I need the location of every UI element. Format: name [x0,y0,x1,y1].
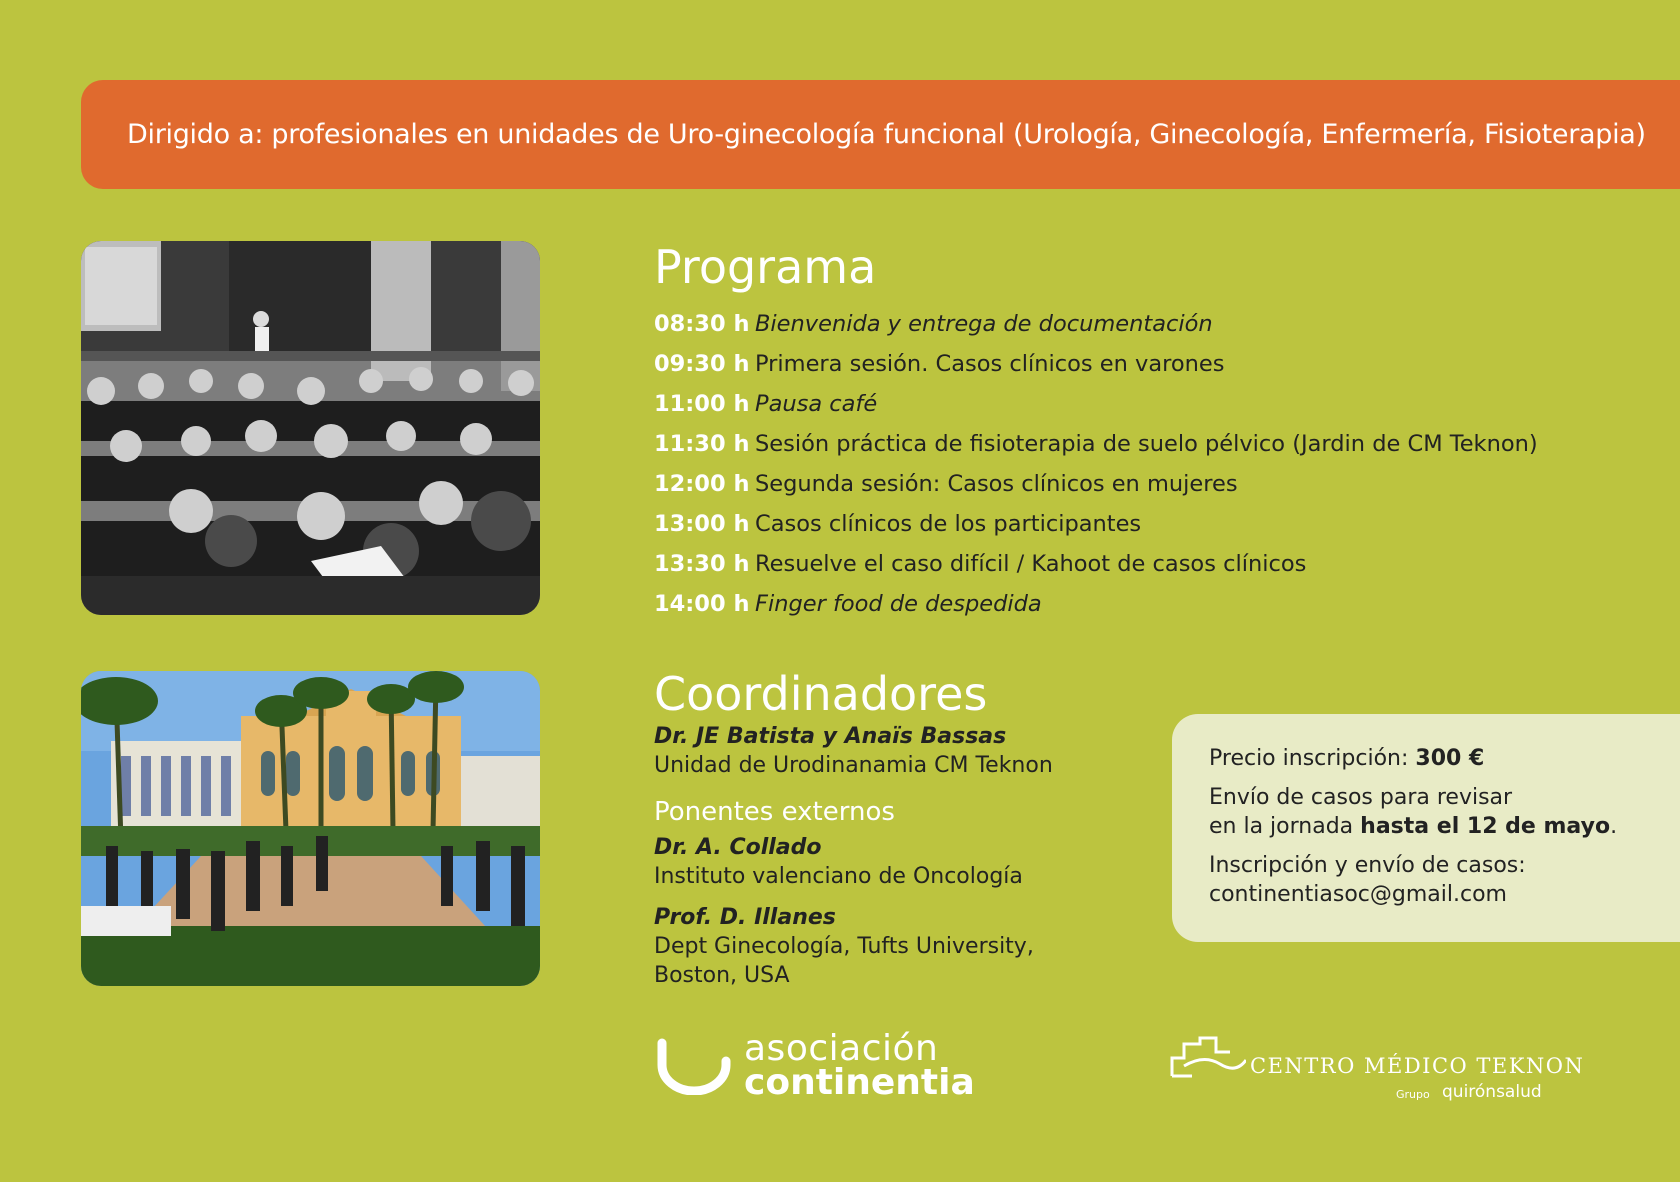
agenda-item [654,344,1538,384]
agenda-time: 12:00 h [654,471,750,497]
agenda-desc: Bienvenida y entrega de documentación [755,311,1213,337]
agenda-desc: Resuelve el caso difícil / Kahoot de casos clínicos [755,551,1307,577]
contact-email[interactable]: continentiasoc@gmail.com [1209,882,1507,907]
conference-audience-photo [81,241,540,615]
teknon-name: CENTRO MÉDICO TEKNON [1250,1054,1585,1078]
coordinadores-affiliation: Unidad de Urodinanamia CM Teknon [654,753,1053,778]
envio-line2-pre: en la jornada [1209,814,1361,839]
agenda-time: 13:30 h [654,551,750,577]
agenda-desc: Pausa café [755,391,878,417]
continentia-u-icon [654,1037,734,1095]
inscripcion-text [1209,851,1680,909]
ponentes-title: Ponentes externos [654,797,895,827]
audience-text: Dirigido a: profesionales en unidades de Uro-ginecología funcional (Urología, Ginecología, Enfermería, Fisioterapia) [127,119,1646,150]
agenda-list [654,304,1538,624]
asoc-line2: continentia [744,1062,975,1103]
agenda-desc: Finger food de despedida [755,591,1042,617]
quironsalud-brand: quirónsalud [1442,1082,1542,1102]
agenda-desc: Casos clínicos de los participantes [755,511,1142,537]
agenda-desc: Segunda sesión: Casos clínicos en mujeres [755,471,1238,497]
agenda-item [654,464,1538,504]
price-line [1209,744,1680,773]
teknon-building-photo [81,671,540,986]
asociacion-continentia-logo [654,1028,975,1103]
ponente-2-affiliation-line2: Boston, USA [654,963,790,988]
agenda-time: 08:30 h [654,311,750,337]
agenda-item [654,424,1538,464]
agenda-time: 13:00 h [654,511,750,537]
coordinadores-name: Dr. JE Batista y Anaïs Bassas [654,724,1007,749]
programa-title: Programa [654,240,877,294]
teknon-group-label: Grupo [1396,1088,1430,1101]
ponente-1-affiliation: Instituto valenciano de Oncología [654,864,1023,889]
agenda-time: 09:30 h [654,351,750,377]
audience-banner [81,80,1680,189]
agenda-item [654,584,1538,624]
agenda-item [654,544,1538,584]
agenda-time: 14:00 h [654,591,750,617]
people-section [654,722,1053,990]
envio-line1: Envío de casos para revisar [1209,785,1513,810]
ponente-2-name: Prof. D. Illanes [654,905,836,930]
agenda-desc: Primera sesión. Casos clínicos en varones [755,351,1225,377]
price-label: Precio inscripción: [1209,746,1416,771]
agenda-desc: Sesión práctica de fisioterapia de suelo pélvico (Jardin de CM Teknon) [755,431,1538,457]
registration-box [1172,714,1680,942]
centro-medico-teknon-logo [1170,1036,1585,1102]
coordinadores-title: Coordinadores [654,667,988,721]
deadline: hasta el 12 de mayo [1360,814,1611,839]
ponente-2-affiliation-line1: Dept Ginecología, Tufts University, [654,934,1034,959]
agenda-item [654,384,1538,424]
envio-text [1209,783,1680,841]
inscripcion-label: Inscripción y envío de casos: [1209,853,1526,878]
agenda-item [654,304,1538,344]
envio-line2-post: . [1610,814,1618,839]
agenda-item [654,504,1538,544]
price-value: 300 € [1415,746,1485,771]
asoc-line1: asociación [744,1028,939,1069]
agenda-time: 11:00 h [654,391,750,417]
teknon-building-icon [1170,1036,1246,1078]
ponente-1-name: Dr. A. Collado [654,835,822,860]
agenda-time: 11:30 h [654,431,750,457]
